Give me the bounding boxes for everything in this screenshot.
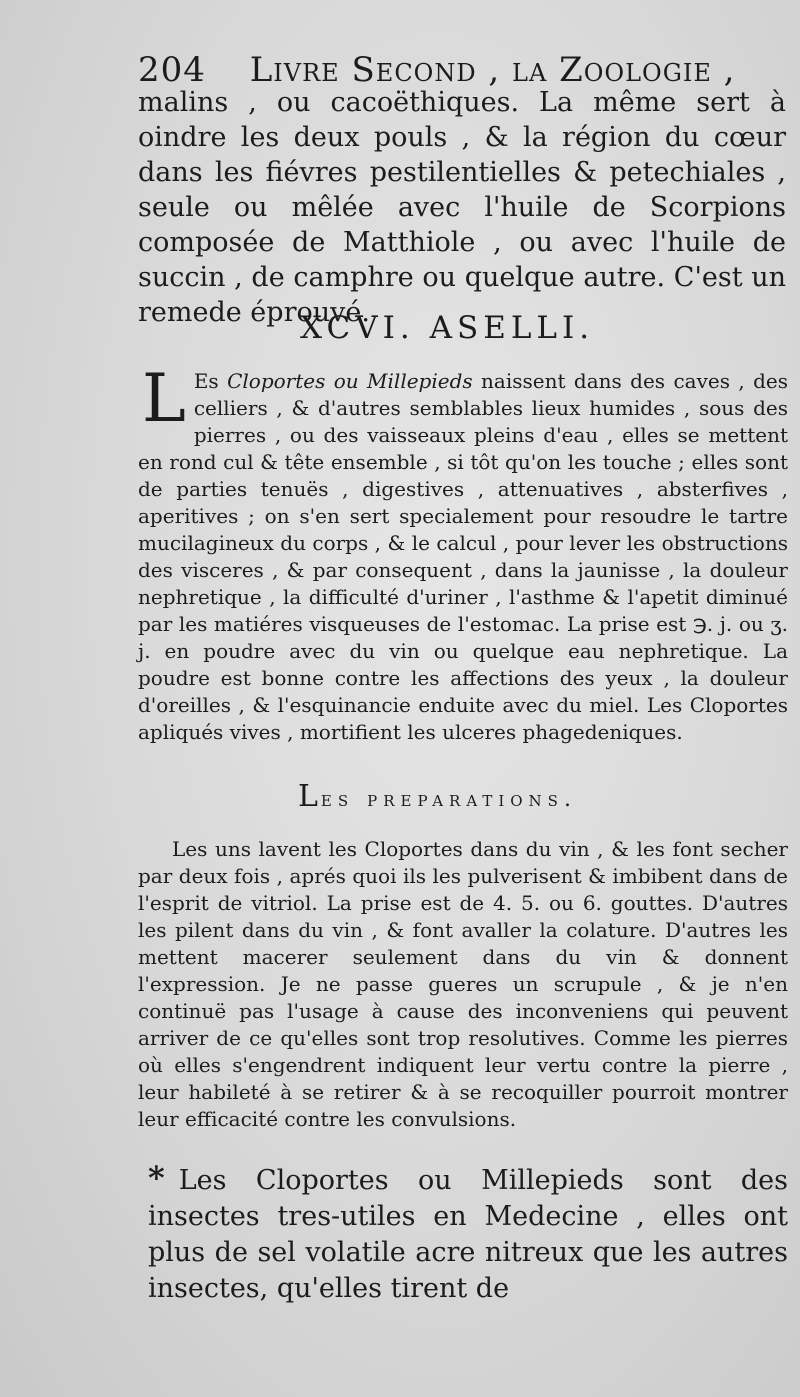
section-opening: Es bbox=[193, 369, 228, 393]
running-title: Livre Second , la Zoologie , bbox=[249, 50, 736, 90]
footnote-text: Les Cloportes ou Millepieds sont des insectes tres-utiles en Medecine , elles ont plus de sel volatile acre nitreux que les autres insectes, qu'elles tirent de bbox=[148, 1165, 788, 1304]
preparations-heading-cap: L bbox=[298, 779, 321, 814]
drop-cap: L bbox=[142, 360, 186, 437]
asterisk-marker: * bbox=[148, 1159, 165, 1197]
preparations-paragraph: Les uns lavent les Cloportes dans du vin , & les font secher par deux fois , aprés quoi ils les pulverisent & imbibent dans de l'esprit de vitriol. La prise est de 4. 5. ou 6. gouttes. D'autres les pilent dans du vin , & font avaller la colature. D'autres les mettent macerer seulement dans du vin & donnent l'expression. Je ne passe gueres un scrupule , & je n'en continuë pas l'usage à cause des inconveniens qui peuvent arriver de ce qu'elles sont trop resolutives. Comme les pierres où elles s'engendrent indiquent leur vertu contre la pierre , leur habileté à se retirer & à se recoquiller pourroit montrer leur efficacité contre les convulsions. bbox=[138, 837, 788, 1131]
section-title: XCVI. ASELLI. bbox=[300, 310, 595, 346]
footnote bbox=[148, 1160, 788, 1307]
preparations-heading bbox=[298, 779, 698, 815]
preparations-heading-rest: es preparations. bbox=[320, 787, 577, 812]
continuation-paragraph: malins , ou cacoëthiques. La même sert à oindre les deux pouls , & la région du cœur dans les fiévres pestilentielles & petechiales , seule ou mêlée avec l'huile de Scorpions composée de Matthiole , ou avec l'huile de succin , de camphre ou quelque autre. C'est un remede éprouvé. bbox=[138, 87, 786, 328]
section-paragraph bbox=[138, 360, 788, 746]
section-text: naissent dans des caves , des celliers , & d'autres semblables lieux humides , sous des pierres , ou des vaisseaux pleins d'eau , elles se mettent en rond cul & tête ensemble , si tôt qu'on les touche ; elles sont de parties tenuës , digestives , attenuatives , absterfives , aperitives ; on s'en sert specialement pour resoudre le tartre mucilagineux du corps , & le calcul , pour lever les obstructions des visceres , & par consequent , dans la jaunisse , la douleur nephretique , la difficulté d'uriner , l'asthme & l'apetit diminué par les matiéres visqueuses de l'estomac. La prise est ℈. j. ou ʒ. j. en poudre avec du vin ou quelque eau nephretique. La poudre est bonne contre les affections des yeux , la douleur d'oreilles , & l'esquinancie enduite avec du miel. Les Cloportes apliqués vives , mortifient les ulceres phagedeniques. bbox=[138, 369, 788, 744]
page-number: 204 bbox=[138, 50, 206, 90]
italic-species-name: Cloportes ou Millepieds bbox=[227, 369, 482, 393]
